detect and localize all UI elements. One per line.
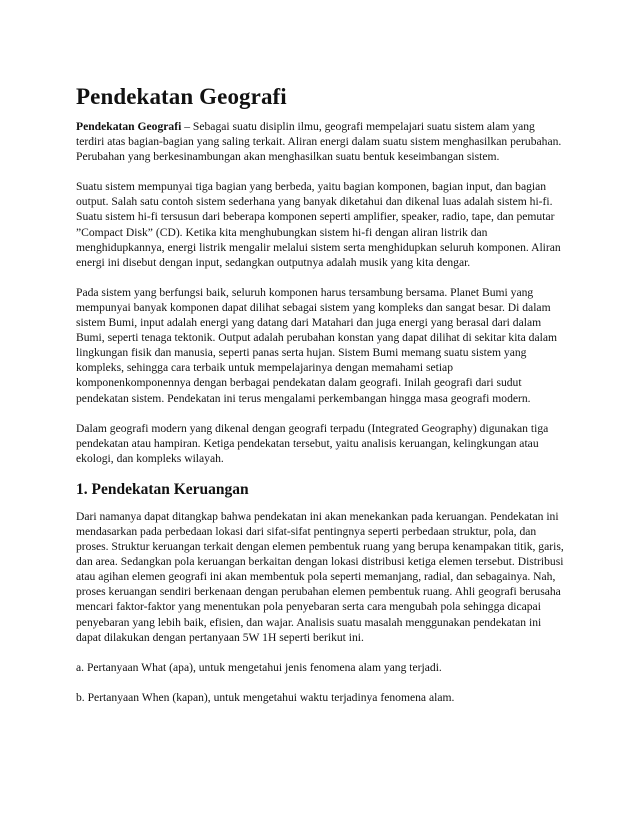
list-item-when: b. Pertanyaan When (kapan), untuk mengetahui waktu terjadinya fenomena alam.	[76, 690, 455, 704]
list-item-what: a. Pertanyaan What (apa), untuk mengetahui jenis fenomena alam yang terjadi.	[76, 660, 442, 674]
paragraph-modern-geography: Dalam geografi modern yang dikenal dengan geografi terpadu (Integrated Geography) digunakan tiga pendekatan atau hampiran. Ketiga pendekatan tersebut, yaitu analisis keruangan, kelingkungan atau ekologi, dan kompleks wilayah.	[76, 421, 549, 465]
paragraph-system-parts: Suatu sistem mempunyai tiga bagian yang berbeda, yaitu bagian komponen, bagian input, dan bagian output. Salah satu contoh sistem sederhana yang banyak diketahui dan dikenal luas adalah sistem hi-fi. Suatu sistem hi-fi tersusun dari beberapa komponen seperti amplifier, speaker, radio, tape, dan pemutar ”Compact Disk” (CD). Ketika kita menghubungkan sistem hi-fi dengan aliran listrik dan menghidupkannya, energi listrik mengalir melalui sistem serta menghidupkan seluruh komponen. Aliran energi ini disebut dengan input, sedangkan outputnya adalah musik yang kita dengar.	[76, 180, 561, 269]
intro-lead: Pendekatan Geografi	[76, 120, 182, 133]
paragraph-earth-system: Pada sistem yang berfungsi baik, seluruh komponen harus tersambung bersama. Planet Bumi yang mempunyai banyak komponen dapat dilihat sebagai sistem yang kompleks dan sangat besar. Di dalam sistem Bumi, input adalah energi yang datang dari Matahari dan juga energi yang berasal dari dalam Bumi, seperti tenaga tektonik. Output adalah perubahan konstan yang dapat dilihat di sekitar kita dalam lingkungan fisik dan manusia, seperti panas serta hujan. Sistem Bumi memang suatu sistem yang kompleks, sehingga cara terbaik untuk mempelajarinya dengan memahami setiap komponenkomponennya dengan berbagai pendekatan dalam geografi. Inilah geografi dari sudut pendekatan sistem. Pendekatan ini terus mengalami perkembangan hingga masa geografi modern.	[76, 285, 558, 405]
section-body-keruangan: Dari namanya dapat ditangkap bahwa pendekatan ini akan menekankan pada keruangan. Pendekatan ini mendasarkan pada perbedaan lokasi dari sifat-sifat pentingnya seperti perbedaan struktur, pola, dan proses. Struktur keruangan terkait dengan elemen pembentuk ruang yang berupa kenampakan titik, garis, dan area. Sedangkan pola keruangan berkaitan dengan lokasi distribusi ketiga elemen tersebut. Distribusi atau agihan elemen geografi ini akan membentuk pola seperti memanjang, radial, dan sebagainya. Nah, proses keruangan sendiri berkenaan dengan perubahan elemen pembentuk ruang. Ahli geografi berusaha mencari faktor-faktor yang menentukan pola penyebaran serta cara mengubah pola sehingga dicapai penyebaran yang lebih baik, efisien, dan wajar. Analisis suatu masalah menggunakan pendekatan ini dapat dilakukan dengan pertanyaan 5W 1H seperti berikut ini.	[76, 509, 564, 644]
intro-paragraph	[76, 119, 566, 164]
document-page	[76, 84, 566, 720]
page-title: Pendekatan Geografi	[76, 84, 287, 109]
section-heading-keruangan: 1. Pendekatan Keruangan	[76, 480, 249, 498]
intro-text: – Sebagai suatu disiplin ilmu, geografi mempelajari suatu sistem alam yang terdiri atas bagian-bagian yang saling terkait. Aliran energi dalam suatu sistem menghasilkan perubahan. Perubahan yang berkesinambungan akan menghasilkan suatu bentuk keseimbangan sistem.	[76, 120, 562, 164]
